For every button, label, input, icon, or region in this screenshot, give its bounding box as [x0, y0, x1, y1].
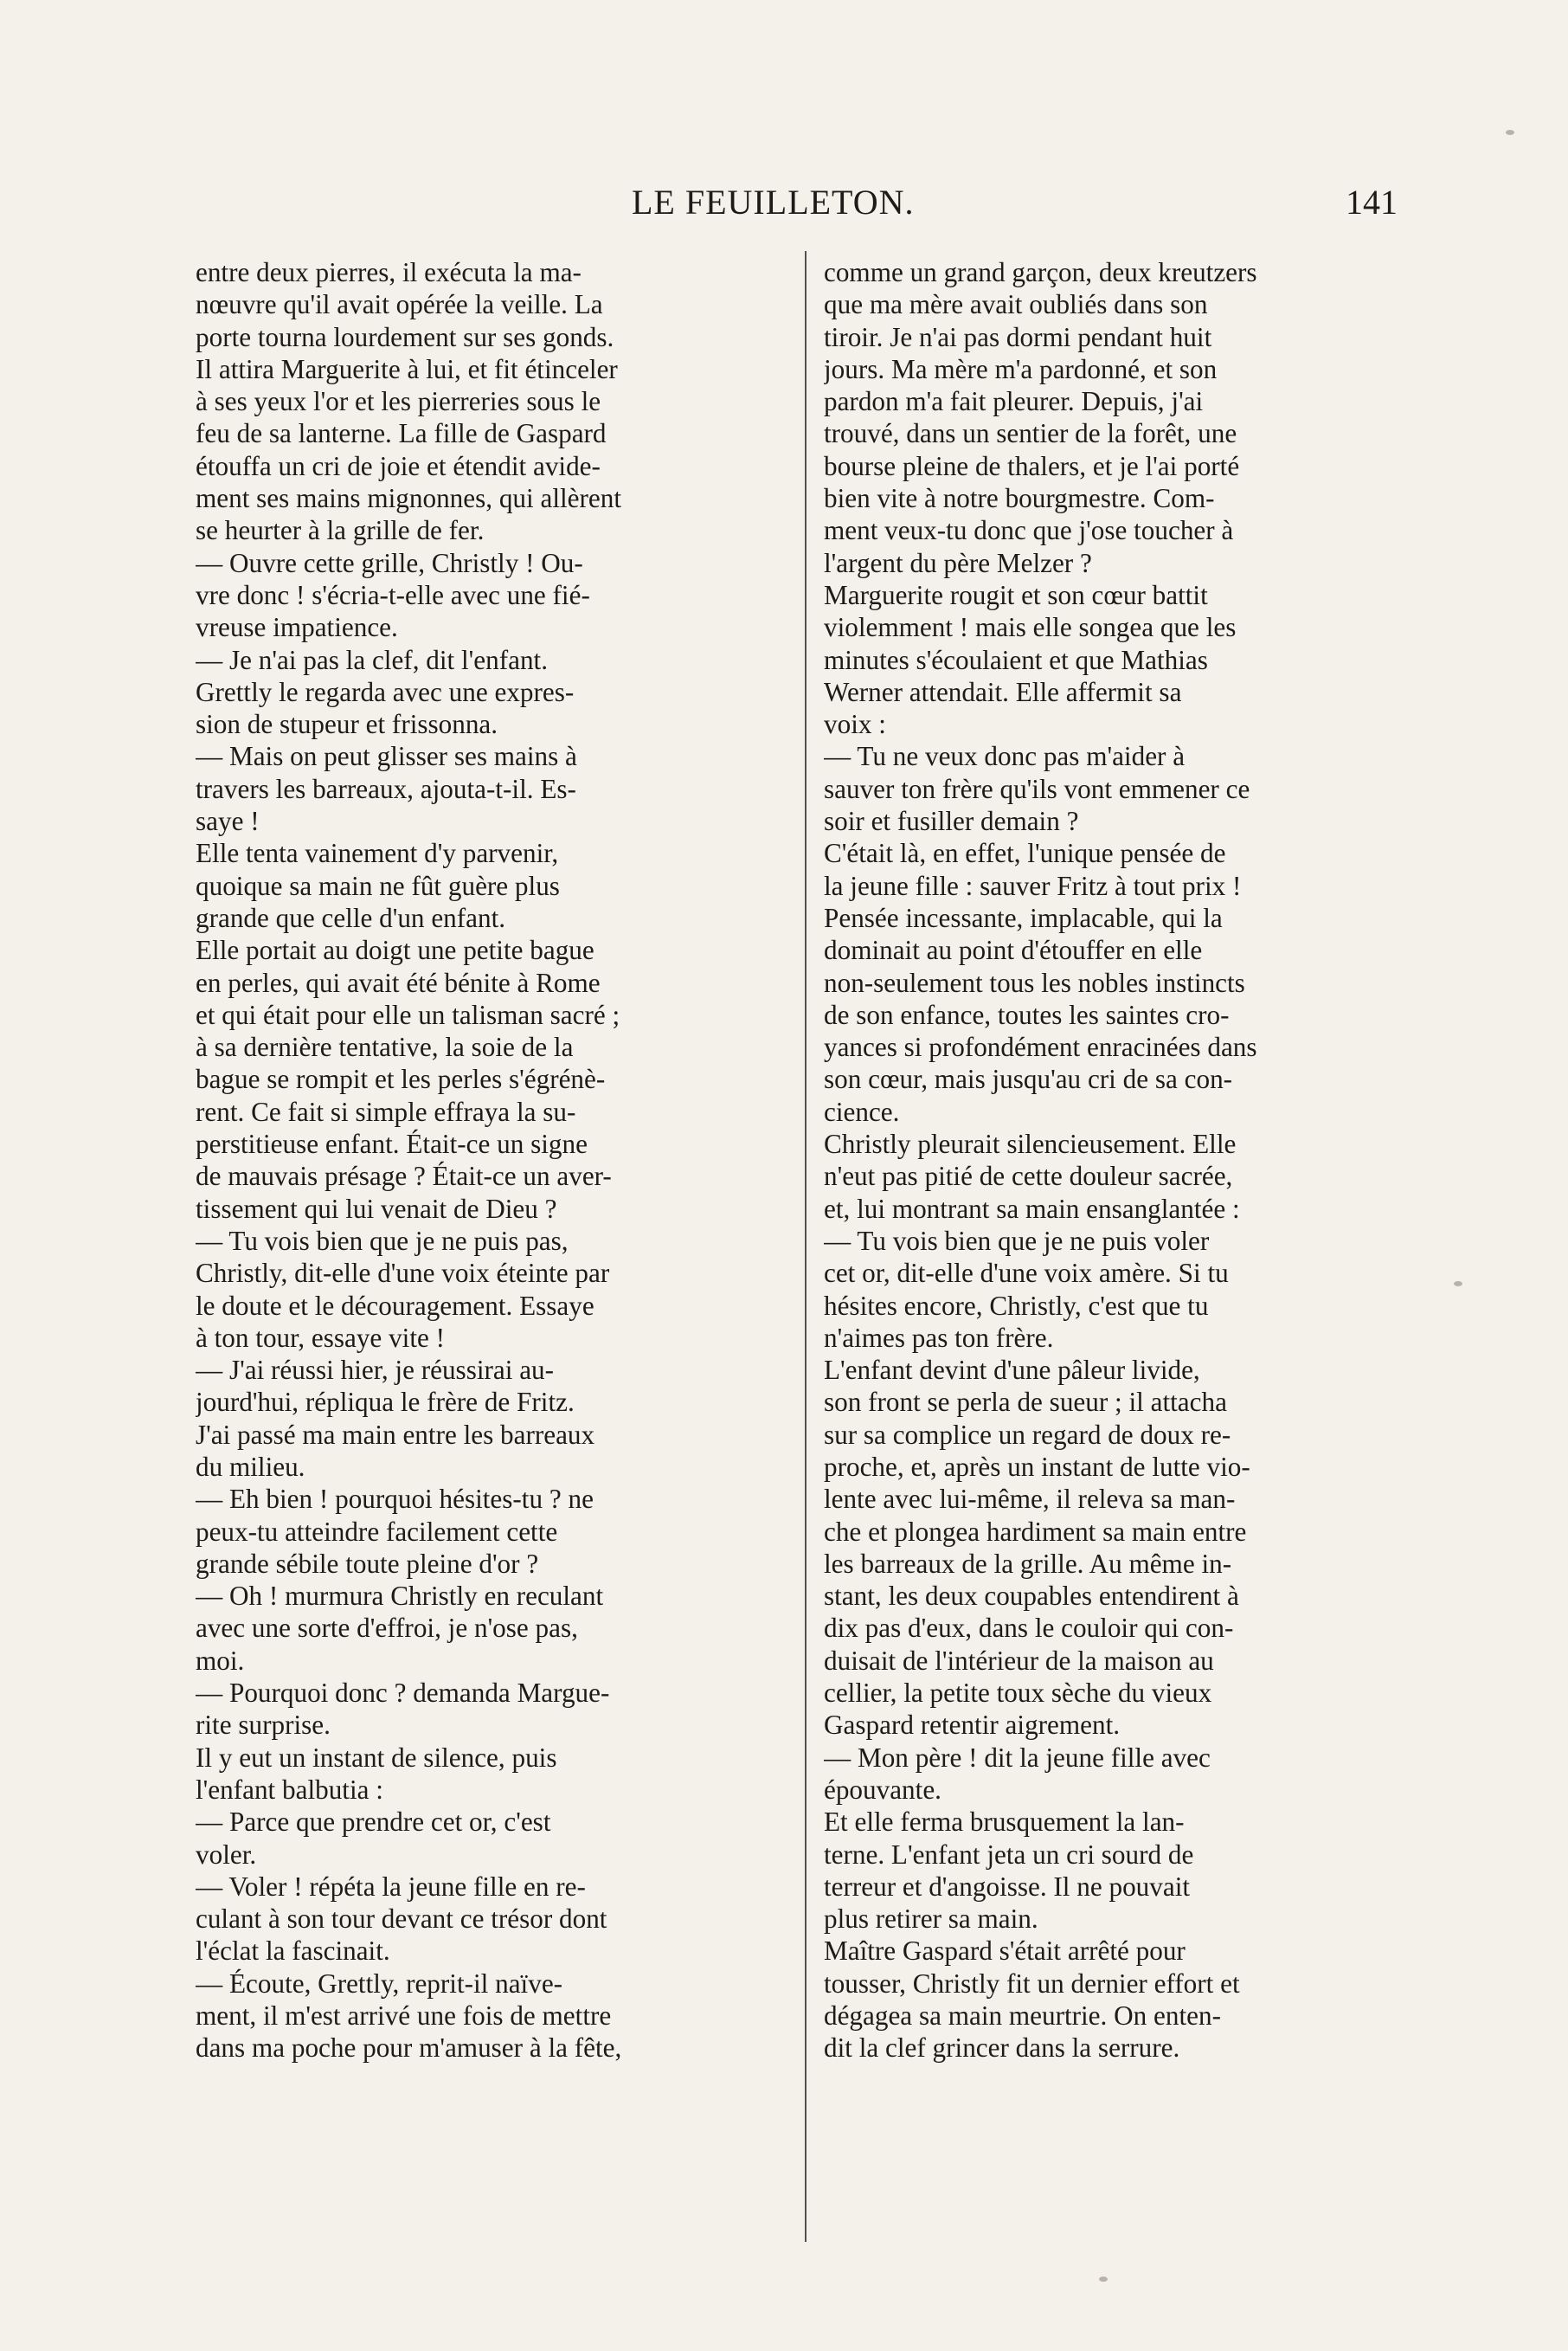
left-column-line: — Écoute, Grettly, reprit-il naïve-: [196, 1968, 563, 1999]
right-column-line: Marguerite rougit et son cœur battit: [824, 579, 1208, 610]
left-column-line: — Eh bien ! pourquoi hésites-tu ? ne: [196, 1484, 594, 1515]
right-column-line: la jeune fille : sauver Fritz à tout prix !: [824, 870, 1242, 901]
left-column-line: à ses yeux l'or et les pierreries sous le: [196, 386, 601, 417]
left-column-line: l'enfant balbutia :: [196, 1774, 383, 1805]
running-title: LE FEUILLETON.: [632, 183, 915, 222]
right-column-line: dégagea sa main meurtrie. On enten-: [824, 2000, 1221, 2032]
left-column-line: grande que celle d'un enfant.: [196, 902, 506, 933]
left-column-line: et qui était pour elle un talisman sacré ;: [196, 999, 620, 1030]
right-column-line: Pensée incessante, implacable, qui la: [824, 902, 1223, 933]
right-column-line: sur sa complice un regard de doux re-: [824, 1419, 1231, 1450]
right-column-line: che et plongea hardiment sa main entre: [824, 1516, 1247, 1547]
right-column-line: dominait au point d'étouffer en elle: [824, 935, 1203, 966]
right-column-line: lente avec lui-même, il releva sa man-: [824, 1484, 1236, 1515]
left-column-line: ment ses mains mignonnes, qui allèrent: [196, 483, 621, 514]
right-column-line: stant, les deux coupables entendirent à: [824, 1581, 1239, 1612]
left-column-line: à ton tour, essaye vite !: [196, 1322, 446, 1353]
right-column-line: sauver ton frère qu'ils vont emmener ce: [824, 773, 1250, 804]
right-column-line: hésites encore, Christly, c'est que tu: [824, 1290, 1209, 1321]
right-column-line: soir et fusiller demain ?: [824, 806, 1079, 837]
right-column-line: Maître Gaspard s'était arrêté pour: [824, 1936, 1186, 1967]
right-column-line: violemment ! mais elle songea que les: [824, 612, 1237, 643]
left-column-line: — Pourquoi donc ? demanda Margue-: [196, 1678, 610, 1709]
left-column-line: à sa dernière tentative, la soie de la: [196, 1032, 574, 1063]
left-column-line: tissement qui lui venait de Dieu ?: [196, 1193, 557, 1224]
left-column-line: — Oh ! murmura Christly en reculant: [196, 1581, 604, 1612]
right-column-line: tiroir. Je n'ai pas dormi pendant huit: [824, 321, 1212, 352]
left-column-line: dans ma poche pour m'amuser à la fête,: [196, 2032, 622, 2064]
left-column-line: rent. Ce fait si simple effraya la su-: [196, 1096, 576, 1127]
left-column-line: jourd'hui, répliqua le frère de Fritz.: [196, 1387, 575, 1418]
left-column-line: étouffa un cri de joie et étendit avide-: [196, 450, 601, 481]
right-column-line: bourse pleine de thalers, et je l'ai porté: [824, 450, 1240, 481]
left-column-line: peux-tu atteindre facilement cette: [196, 1516, 558, 1547]
right-column-line: voix :: [824, 709, 886, 740]
right-column-line: — Tu ne veux donc pas m'aider à: [824, 741, 1186, 772]
right-column-line: Werner attendait. Elle affermit sa: [824, 676, 1182, 707]
left-column-line: l'éclat la fascinait.: [196, 1936, 390, 1967]
left-column-line: Il y eut un instant de silence, puis: [196, 1742, 557, 1773]
right-column-line: de son enfance, toutes les saintes cro-: [824, 999, 1230, 1030]
left-column-line: entre deux pierres, il exécuta la ma-: [196, 257, 582, 287]
right-column-line: son front se perla de sueur ; il attacha: [824, 1387, 1227, 1418]
left-column-line: vreuse impatience.: [196, 612, 398, 643]
left-column-line: Grettly le regarda avec une expres-: [196, 676, 575, 707]
right-column-line: tousser, Christly fit un dernier effort et: [824, 1968, 1240, 1999]
left-column-line: quoique sa main ne fût guère plus: [196, 870, 560, 901]
right-column-line: Christly pleurait silencieusement. Elle: [824, 1129, 1237, 1160]
left-column-line: avec une sorte d'effroi, je n'ose pas,: [196, 1613, 578, 1644]
left-column-line: se heurter à la grille de fer.: [196, 515, 485, 546]
right-column-line: C'était là, en effet, l'unique pensée de: [824, 838, 1226, 869]
right-column-line: jours. Ma mère m'a pardonné, et son: [824, 353, 1218, 384]
right-column-line: les barreaux de la grille. Au même in-: [824, 1548, 1232, 1579]
right-column-line: Et elle ferma brusquement la lan-: [824, 1807, 1185, 1838]
right-column-line: son cœur, mais jusqu'au cri de sa con-: [824, 1064, 1233, 1095]
left-column-line: grande sébile toute pleine d'or ?: [196, 1548, 539, 1579]
right-column-line: duisait de l'intérieur de la maison au: [824, 1645, 1214, 1676]
left-column-line: du milieu.: [196, 1451, 305, 1482]
right-column-line: cience.: [824, 1096, 900, 1127]
right-column-line: comme un grand garçon, deux kreutzers: [824, 257, 1257, 287]
left-column-line: — Voler ! répéta la jeune fille en re-: [196, 1871, 586, 1902]
right-column-line: trouvé, dans un sentier de la forêt, une: [824, 418, 1237, 449]
left-column-line: — Parce que prendre cet or, c'est: [196, 1807, 551, 1838]
right-column-line: n'eut pas pitié de cette douleur sacrée,: [824, 1161, 1233, 1192]
right-column-line: terne. L'enfant jeta un cri sourd de: [824, 1839, 1194, 1870]
left-column-line: voler.: [196, 1839, 257, 1870]
left-column-line: rite surprise.: [196, 1710, 331, 1741]
left-column-line: moi.: [196, 1645, 245, 1676]
left-column-line: — Mais on peut glisser ses mains à: [196, 741, 577, 772]
right-column-line: yances si profondément enracinées dans: [824, 1032, 1257, 1063]
right-column-line: — Tu vois bien que je ne puis voler: [824, 1225, 1210, 1256]
right-column-line: bien vite à notre bourgmestre. Com-: [824, 483, 1215, 514]
left-column-line: — J'ai réussi hier, je réussirai au-: [196, 1355, 555, 1386]
left-column-line: nœuvre qu'il avait opérée la veille. La: [196, 289, 603, 320]
left-text-column: [196, 256, 808, 2238]
left-column-line: le doute et le découragement. Essaye: [196, 1290, 594, 1321]
left-column-line: porte tourna lourdement sur ses gonds.: [196, 321, 614, 352]
left-column-line: J'ai passé ma main entre les barreaux: [196, 1419, 595, 1450]
page-header: [0, 182, 1568, 234]
left-column-line: Elle portait au doigt une petite bague: [196, 935, 594, 966]
ink-speck: [1506, 130, 1514, 135]
right-column-line: dix pas d'eux, dans le couloir qui con-: [824, 1613, 1234, 1644]
left-column-line: de mauvais présage ? Était-ce un aver-: [196, 1161, 612, 1192]
column-divider: [805, 251, 806, 2242]
page-number: 141: [1346, 183, 1398, 222]
left-column-line: bague se rompit et les perles s'égrénè-: [196, 1064, 606, 1095]
left-column-line: ment, il m'est arrivé une fois de mettre: [196, 2000, 612, 2032]
left-column-line: sion de stupeur et frissonna.: [196, 709, 498, 740]
right-column-line: Gaspard retentir aigrement.: [824, 1710, 1121, 1741]
right-column-line: non-seulement tous les nobles instincts: [824, 967, 1245, 998]
left-column-line: — Ouvre cette grille, Christly ! Ou-: [196, 547, 583, 578]
right-column-line: ment veux-tu donc que j'ose toucher à: [824, 515, 1234, 546]
right-column-line: cet or, dit-elle d'une voix amère. Si tu: [824, 1258, 1229, 1289]
ink-speck: [1099, 2277, 1108, 2282]
left-column-line: perstitieuse enfant. Était-ce un signe: [196, 1129, 588, 1160]
right-column-line: cellier, la petite toux sèche du vieux: [824, 1678, 1212, 1709]
right-column-line: plus retirer sa main.: [824, 1903, 1038, 1935]
left-column-line: saye !: [196, 806, 260, 837]
right-column-line: et, lui montrant sa main ensanglantée :: [824, 1193, 1240, 1224]
right-column-line: n'aimes pas ton frère.: [824, 1322, 1054, 1353]
right-column-line: — Mon père ! dit la jeune fille avec: [824, 1742, 1211, 1773]
right-column-line: pardon m'a fait pleurer. Depuis, j'ai: [824, 386, 1204, 417]
left-column-line: Elle tenta vainement d'y parvenir,: [196, 838, 559, 869]
left-column-line: — Je n'ai pas la clef, dit l'enfant.: [196, 644, 549, 675]
left-column-line: feu de sa lanterne. La fille de Gaspard: [196, 418, 607, 449]
right-column-line: terreur et d'angoisse. Il ne pouvait: [824, 1871, 1191, 1902]
right-column-line: proche, et, après un instant de lutte vio-: [824, 1451, 1250, 1482]
right-column-line: minutes s'écoulaient et que Mathias: [824, 644, 1208, 675]
right-column-line: l'argent du père Melzer ?: [824, 547, 1092, 578]
right-column-line: dit la clef grincer dans la serrure.: [824, 2032, 1180, 2064]
left-column-line: culant à son tour devant ce trésor dont: [196, 1903, 607, 1935]
right-column-line: L'enfant devint d'une pâleur livide,: [824, 1355, 1200, 1386]
right-column-line: épouvante.: [824, 1774, 941, 1805]
left-column-line: Il attira Marguerite à lui, et fit étinceler: [196, 353, 618, 384]
left-column-line: travers les barreaux, ajouta-t-il. Es-: [196, 773, 576, 804]
left-column-line: vre donc ! s'écria-t-elle avec une fié-: [196, 579, 590, 610]
right-text-column: [824, 256, 1436, 2238]
right-column-line: que ma mère avait oubliés dans son: [824, 289, 1208, 320]
left-column-line: Christly, dit-elle d'une voix éteinte par: [196, 1258, 610, 1289]
left-column-line: — Tu vois bien que je ne puis pas,: [196, 1225, 569, 1256]
ink-speck: [1454, 1281, 1462, 1286]
left-column-line: en perles, qui avait été bénite à Rome: [196, 967, 601, 998]
